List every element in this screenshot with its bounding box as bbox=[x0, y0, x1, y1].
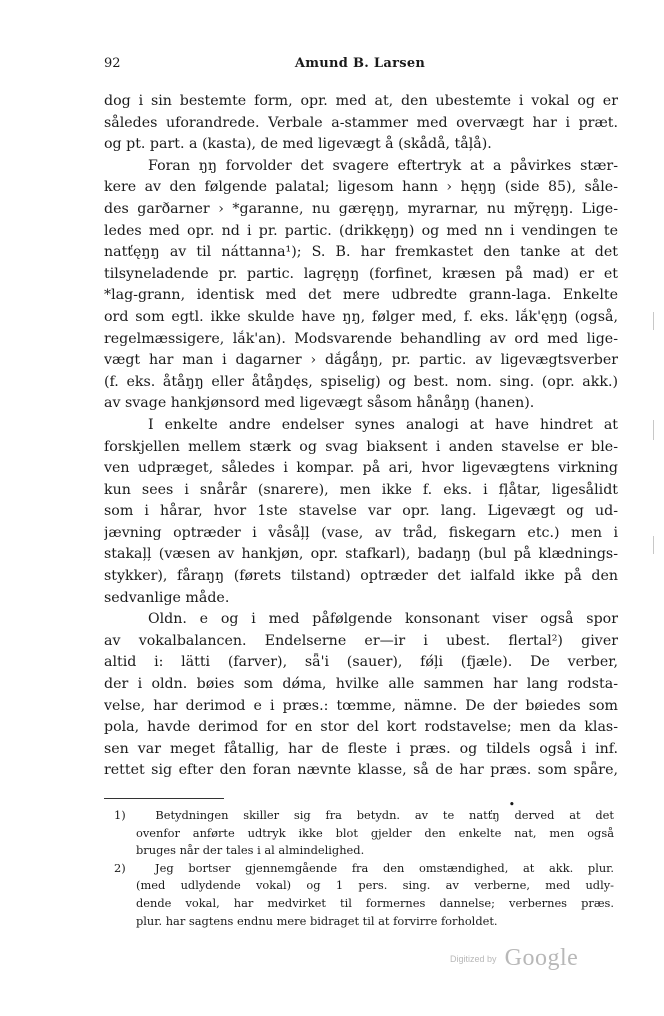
text-line: I enkelte andre endelser synes analogi at have hindret at bbox=[148, 416, 618, 433]
text-line: ledes med opr. nd i pr. partic. (drikkęŋŋ) og med nn i vendingen te bbox=[104, 222, 618, 239]
watermark-prefix: Digitized by bbox=[450, 954, 497, 964]
text-line: således uforandrede. Verbale a-stammer med overvægt har i præt. bbox=[104, 114, 618, 131]
text-line: pola, havde derimod for en stor del kort rodstavelse; men da klas- bbox=[104, 719, 618, 736]
text-line: av vokalbalancen. Endelserne er—ir i ubest. flertal²) giver bbox=[104, 632, 618, 649]
text-line: velse, har derimod e i præs.: tœmme, nämne. De der bøiedes som bbox=[104, 697, 618, 714]
scan-artifact bbox=[653, 536, 654, 554]
google-logo: Google bbox=[504, 945, 579, 971]
text-line: tilsyneladende pr. partic. lagręŋŋ (forfinet, kræsen på mad) er et bbox=[104, 265, 618, 282]
text-line: altid i: lätti (farver), sǟ'i (sauer), fǿļi (fjæle). De verber, bbox=[104, 654, 618, 671]
text-line: jævning optræder i våsåļļ (vase, av tråd, fiskegarn etc.) men i bbox=[104, 524, 618, 541]
text-line: natťęŋŋ av til náttanna¹); S. B. har fremkastet den tanke at det bbox=[104, 244, 618, 261]
text-line: dog i sin bestemte form, opr. med at, den ubestemte i vokal og er bbox=[104, 93, 618, 109]
print-dot: • bbox=[509, 800, 515, 810]
text-line: kun sees i snårår (snarere), men ikke f. eks. i fļåtar, ligesålidt bbox=[104, 481, 618, 498]
digitized-watermark bbox=[450, 945, 578, 973]
footnote-2 bbox=[114, 860, 614, 930]
footnote-line: ovenfor anførte udtryk ikke blot gjelder den enkelte nat, men også bbox=[136, 825, 614, 840]
text-line: (f. eks. åtåŋŋ eller åtåŋdęs, spiselig) og best. nom. sing. (opr. akk.) bbox=[104, 373, 618, 390]
page-header bbox=[104, 56, 616, 76]
text-line: rettet sig efter den foran nævnte klasse, så de har præs. som spǟre, bbox=[104, 762, 618, 779]
text-line: Oldn. e og i med påfølgende konsonant viser også spor bbox=[148, 611, 618, 628]
text-line: des garðarner › *garanne, nu gæręŋŋ, myrarnar, nu mỹręŋŋ. Lige- bbox=[104, 200, 618, 217]
footnote-text: Jeg bortser gjennemgående fra den omstændighed, at akk. plur. bbox=[155, 860, 614, 875]
text-line: vægt har man i dagarner › dắgǻŋŋ, pr. partic. av ligevægtsverber bbox=[104, 352, 618, 369]
text-line: av svage hankjønsord med ligevægt såsom hånåŋŋ (hanen). bbox=[104, 395, 535, 412]
body-text bbox=[104, 91, 618, 782]
text-line: stykker), fåraŋŋ (førets tilstand) optræder det ialfald ikke på den bbox=[104, 568, 618, 585]
text-line: ven udpræget, således i kompar. på ari, hvor ligevægtens virkning bbox=[104, 460, 618, 477]
text-line: ord som egtl. ikke skulde have ŋŋ, følger med, f. eks. lắk'ęŋŋ (også, bbox=[104, 308, 618, 325]
text-line: Foran ŋŋ forvolder det svagere eftertryk at a påvirkes stær- bbox=[148, 157, 618, 174]
footnote-line bbox=[114, 807, 614, 825]
text-line: regelmæssigere, lắk'an). Modsvarende behandling av ord med lige- bbox=[104, 330, 618, 347]
footnote-line: (med udlydende vokal) og 1 pers. sing. av verberne, med udly- bbox=[136, 878, 614, 893]
scan-artifact bbox=[653, 312, 654, 330]
footnote-marker: 2) bbox=[114, 860, 126, 875]
footnote-marker: 1) bbox=[114, 808, 126, 822]
footnote-1 bbox=[114, 807, 614, 860]
text-line: *lag-grann, identisk med det mere udbredte grann-laga. Enkelte bbox=[104, 287, 618, 304]
text-line: sedvanlige måde. bbox=[104, 589, 230, 606]
running-head: Amund B. Larsen bbox=[294, 56, 426, 71]
footnote-line bbox=[114, 860, 614, 878]
footnotes bbox=[114, 807, 614, 930]
footnote-line: dende vokal, har medvirket til formernes dannelse; verbernes præs. bbox=[136, 895, 614, 910]
text-line: og pt. part. a (kasta), de med ligevægt å (skådå, tåļå). bbox=[104, 136, 492, 153]
text-line: stakaļļ (væsen av hankjøn, opr. stafkarl), badaŋŋ (bul på klædnings- bbox=[104, 546, 618, 563]
text-line: som i hårar, hvor 1ste stavelse var opr. lang. Ligevægt og ud- bbox=[104, 503, 618, 520]
text-line: der i oldn. bøies som dǿma, hvilke alle sammen har lang rodsta- bbox=[104, 676, 618, 693]
footnote-divider bbox=[104, 798, 224, 799]
page-number: 92 bbox=[104, 56, 121, 71]
scan-artifact bbox=[653, 420, 654, 440]
footnote-line: bruges når der tales i al almindelighed. bbox=[136, 843, 365, 858]
text-line: kere av den følgende palatal; ligesom hann › hęŋŋ (side 85), såle- bbox=[104, 179, 618, 196]
footnote-text: Betydningen skiller sig fra betydn. av te natťŋ derved at det bbox=[155, 808, 614, 822]
text-line: forskjellen mellem stærk og svag biaksent i anden stavelse er ble- bbox=[104, 438, 618, 455]
footnote-line: plur. har sagtens endnu mere bidraget til at forvirre forholdet. bbox=[136, 913, 498, 928]
text-line: sen var meget fåtallig, har de fleste i præs. og tildels også i inf. bbox=[104, 740, 618, 757]
